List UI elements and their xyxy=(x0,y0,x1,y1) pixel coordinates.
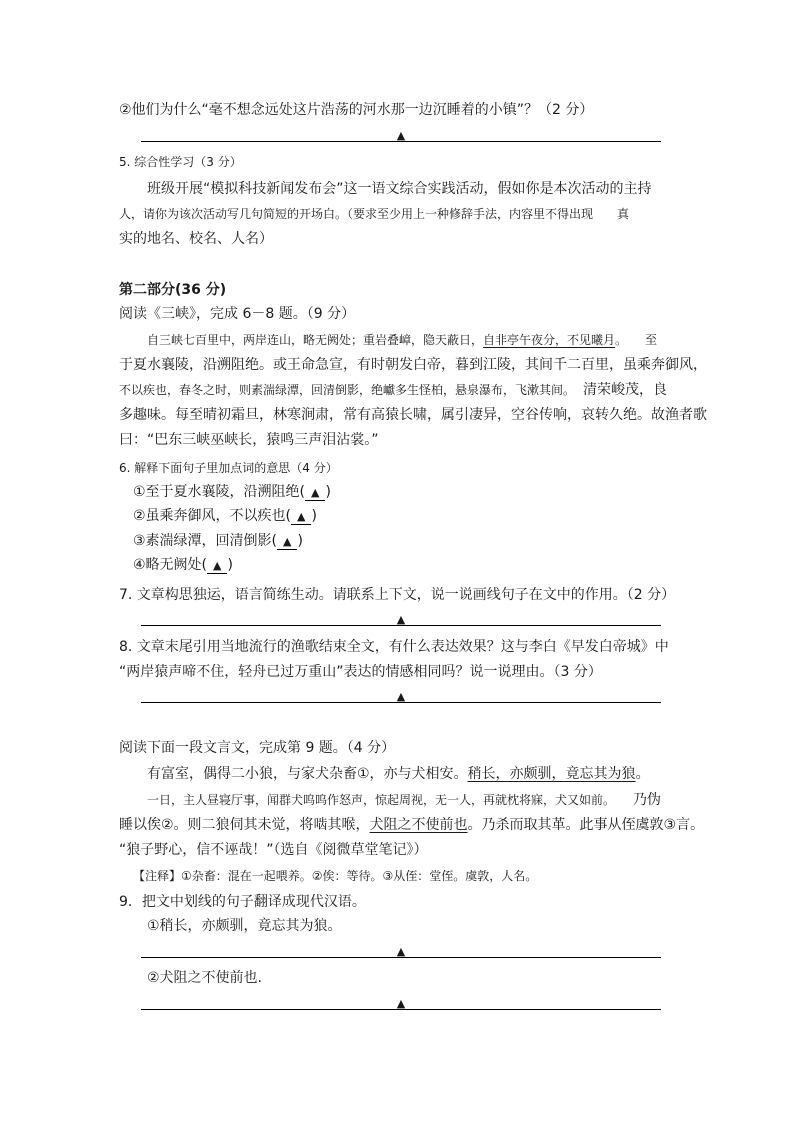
passage-text: 睡以俟②。则二狼伺其未觉，将啮其喉， xyxy=(119,817,370,833)
reading-intro: 阅读《三峡》，完成 6－8 题。（9 分） xyxy=(119,306,356,322)
question-8: 8. 文章末尾引用当地流行的渔歌结束全文，有什么表达效果？这与李白《早发白帝城》中 xyxy=(119,639,669,655)
passage-text: 有富室，偶得二小狼，与家犬杂畜①，亦与犬相安。 xyxy=(147,766,468,782)
passage-line xyxy=(147,330,707,350)
triangle-icon: ▲ xyxy=(396,997,406,1010)
item-text: ④略无阙处( xyxy=(133,557,208,573)
passage-text: 。乃杀而取其革。此事从侄虞敦③言。 xyxy=(467,817,705,833)
question-7: 7. 文章构思独运，语言简练生动。请联系上下文，说一说画线句子在文中的作用。（2 分） xyxy=(119,587,676,603)
passage-text: 自三峡七百里中，两岸连山，略无阙处；重岩叠嶂，隐天蔽日， xyxy=(147,333,484,347)
question-6-item xyxy=(133,482,693,502)
answer-blank[interactable]: ▲ xyxy=(277,535,297,550)
passage-line xyxy=(147,790,707,810)
triangle-icon: ▲ xyxy=(396,129,406,142)
question-9-sentence-1: ①稍长，亦颇驯，竟忘其为狼。 xyxy=(147,918,342,934)
answer-line[interactable] xyxy=(141,612,661,626)
question-4-2: ②他们为什么“毫不想念远处这片浩荡的河水那一边沉睡着的小镇”？（2 分） xyxy=(119,102,594,118)
passage-text: 一日，主人昼寝厅事，闻群犬呜呜作怒声，惊起周视，无一人，再就枕将寐，犬又如前。 xyxy=(147,793,616,807)
passage-text: 不以疾也，春冬之时，则素湍绿潭，回清倒影，绝巘多生怪柏，悬泉瀑布，飞漱其间。 xyxy=(119,383,570,397)
passage-line: 多趣味。每至晴初霜旦，林寒涧肃，常有高猿长啸，属引凄异，空谷传响，哀转久绝。故渔者歌 xyxy=(119,407,707,423)
passage-text: 清荣峻茂，良 xyxy=(569,382,668,398)
question-9-intro: 阅读下面一段文言文，完成第 9 题。（4 分） xyxy=(119,740,396,756)
question-6-item xyxy=(133,531,693,551)
passage-text: 乃伪 xyxy=(633,792,662,808)
question-5-text: 人，请你为该次活动写几句简短的开场白。（要求至少用上一种修辞手法，内容里不得出现 真 xyxy=(119,207,630,221)
item-text: ③素湍绿潭，回清倒影( xyxy=(133,533,278,549)
triangle-icon: ▲ xyxy=(396,945,406,958)
answer-blank[interactable]: ▲ xyxy=(305,486,325,501)
passage-line xyxy=(119,380,679,400)
question-5-text: 实的地名、校名、人名） xyxy=(119,231,273,247)
passage-line xyxy=(147,764,707,784)
paren: ) xyxy=(297,533,303,549)
answer-line[interactable] xyxy=(141,689,661,703)
underlined-sentence: 犬阻之不使前也 xyxy=(369,817,468,833)
answer-line[interactable] xyxy=(141,128,661,142)
question-6-item xyxy=(133,506,693,526)
question-8: “两岸猿声啼不住，轻舟已过万重山”表达的情感相同吗？说一说理由。（3 分） xyxy=(119,664,602,680)
underlined-sentence: 稍长，亦颇驯，竟忘其为狼 xyxy=(467,766,636,782)
annotation-note: 【注释】①杂畜：混在一起喂养。②俟：等待。③从侄：堂侄。虞敦，人名。 xyxy=(133,869,538,883)
underlined-sentence: 自非亭午夜分，不见曦月 xyxy=(483,333,616,347)
part-2-heading: 第二部分(36 分) xyxy=(119,282,227,298)
paren: ) xyxy=(311,508,317,524)
question-5-text: 班级开展“模拟科技新闻发布会”这一语文综合实践活动，假如你是本次活动的主持 xyxy=(147,181,652,197)
passage-text: 。 至 xyxy=(615,333,658,347)
answer-line[interactable] xyxy=(141,944,661,958)
item-text: ①至于夏水襄陵，沿溯阻绝( xyxy=(133,484,306,500)
question-5-title: 5. 综合性学习（3 分） xyxy=(119,155,242,169)
answer-blank[interactable]: ▲ xyxy=(207,559,227,574)
paren: ) xyxy=(325,484,331,500)
passage-line: “狼子野心，信不诬哉！”（选自《阅微草堂笔记》） xyxy=(119,842,428,858)
answer-line[interactable] xyxy=(141,996,661,1010)
passage-line: 于夏水襄陵，沿溯阻绝。或王命急宣，有时朝发白帝，暮到江陵，其间千二百里，虽乘奔御风， xyxy=(119,357,707,373)
passage-line: 曰：“巴东三峡巫峡长，猿鸣三声泪沾裳。” xyxy=(119,432,379,448)
question-9-title: 9．把文中划线的句子翻译成现代汉语。 xyxy=(119,894,366,910)
passage-text: 。 xyxy=(635,766,650,782)
answer-blank[interactable]: ▲ xyxy=(291,510,311,525)
triangle-icon: ▲ xyxy=(396,613,406,626)
question-6-item xyxy=(133,555,693,575)
question-6-title: 6. 解释下面句子里加点词的意思（4 分） xyxy=(119,461,338,475)
question-9-sentence-2: ②犬阻之不使前也. xyxy=(147,970,263,986)
triangle-icon: ▲ xyxy=(396,690,406,703)
paren: ) xyxy=(227,557,233,573)
item-text: ②虽乘奔御风，不以疾也( xyxy=(133,508,292,524)
passage-line xyxy=(119,815,705,835)
